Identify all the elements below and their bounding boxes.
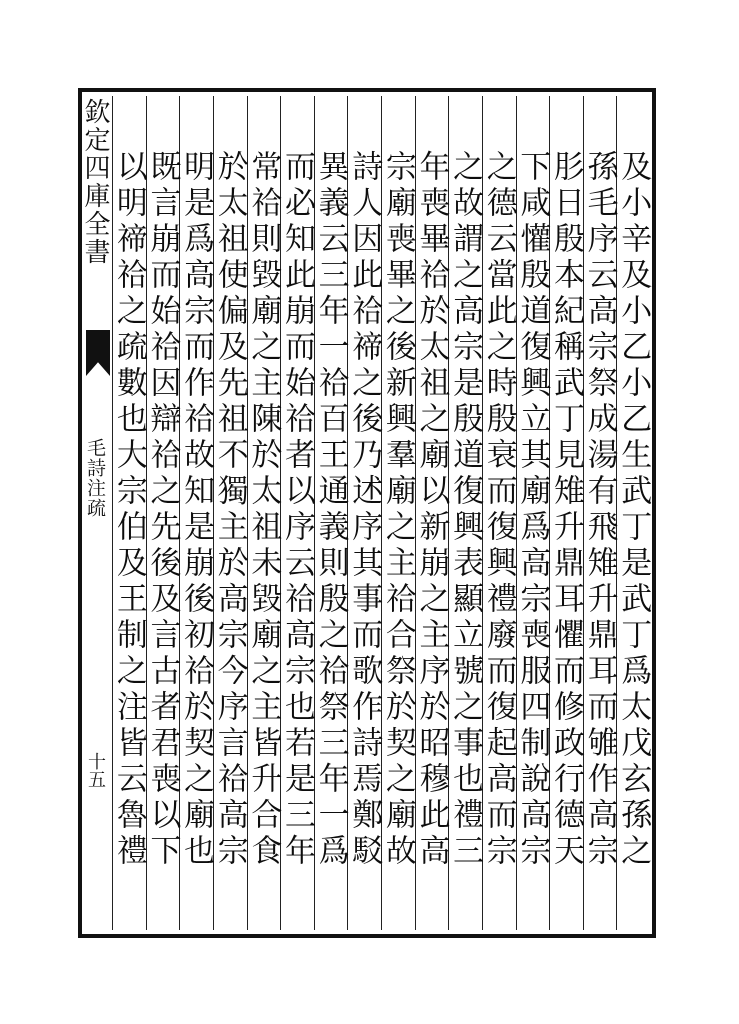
text-column: 詩人因此祫禘之後乃述序其事而歌作詩焉鄭駁: [346, 150, 383, 870]
text-column: 異義云三年一祫百王通義則殷之祫祭三年一爲: [312, 150, 349, 870]
text-column: 宗廟喪畢之後新興羣廟之主祫合祭於契之廟故: [379, 150, 416, 870]
text-column: 既言崩而始祫因辯祫之先後及言古者君喪以下: [144, 150, 181, 870]
text-column: 及小辛及小乙小乙生武丁是武丁爲太戊玄孫之: [615, 150, 652, 870]
banxin-title: 欽定四庫全書: [80, 98, 110, 266]
text-column: 年喪畢祫於太祖之廟以新崩之主序於昭穆此高: [413, 150, 450, 870]
text-column: 之故謂之高宗是殷道復興表顯立號之事也禮三: [447, 150, 484, 870]
text-column: 以明禘祫之疏數也大宗伯及王制之注皆云魯禮: [110, 150, 147, 870]
text-column: 之德云當此之時殷衰而復興禮廢而復起高而宗: [480, 150, 517, 870]
text-column: 肜日殷本紀稱武丁見雉升鼎耳懼而修政行德天: [547, 150, 584, 870]
banxin-book-title: 毛詩注疏: [84, 438, 106, 518]
text-column: 於太祖使偏及先祖不獨主於高宗今序言祫高宗: [211, 150, 248, 870]
text-column: 下咸懽殷道復興立其廟爲高宗喪服四制說高宗: [514, 150, 551, 870]
text-column: 孫毛序云高宗祭成湯有飛雉升鼎耳而雊作高宗: [581, 150, 618, 870]
banxin-page-number: 十五: [85, 752, 106, 788]
text-column: 常祫則毀廟之主陳於太祖未毀廟之主皆升合食: [245, 150, 282, 870]
text-column: 明是爲高宗而作祫故知是崩後初祫於契之廟也: [178, 150, 215, 870]
text-column: 而必知此崩而始祫者以序云祫高宗也若是三年: [278, 150, 315, 870]
